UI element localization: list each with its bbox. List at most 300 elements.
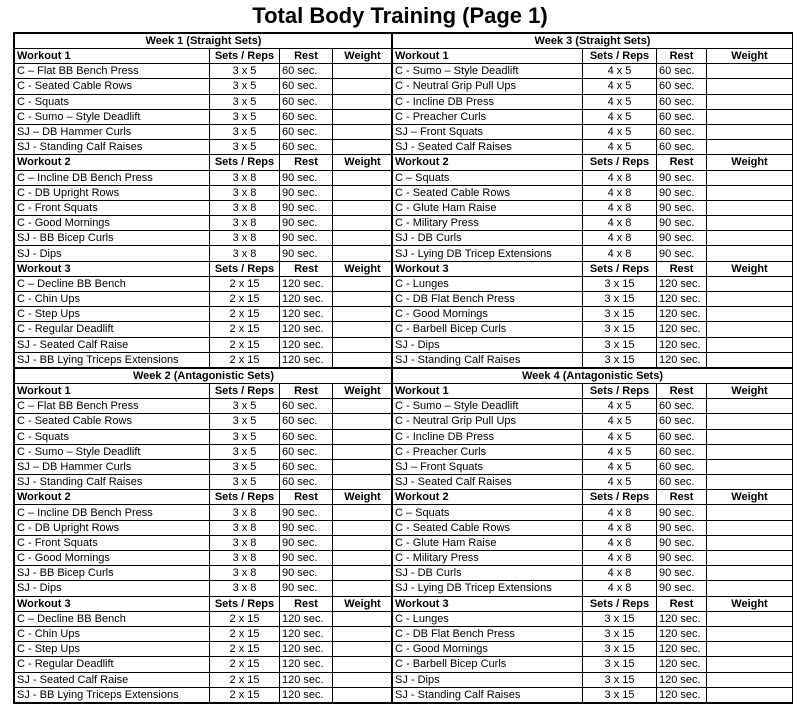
weight-cell [707,200,793,215]
rest-value: 120 sec. [280,672,333,687]
sets-reps-value: 4 x 5 [583,109,657,124]
weight-header: Weight [333,383,393,398]
exercise-name: SJ - Standing Calf Raises [393,352,583,367]
sets-reps-value: 2 x 15 [210,292,280,307]
sets-reps-value: 3 x 8 [210,535,280,550]
exercise-name: C - DB Upright Rows [15,185,210,200]
exercise-row [393,626,793,641]
weight-cell [707,642,793,657]
rest-value: 90 sec. [280,505,333,520]
exercise-name: C – Decline BB Bench [15,276,210,291]
workout-header-row [15,490,393,505]
exercise-row [15,475,393,490]
weight-cell [707,94,793,109]
week-table [14,368,393,703]
weight-header: Weight [333,49,393,64]
sets-reps-value: 4 x 5 [583,399,657,414]
sets-reps-header: Sets / Reps [210,261,280,276]
rest-value: 120 sec. [657,672,707,687]
weight-cell [333,292,393,307]
exercise-name: C - Military Press [393,216,583,231]
sets-reps-value: 3 x 5 [210,459,280,474]
sets-reps-header: Sets / Reps [583,155,657,170]
sets-reps-value: 3 x 15 [583,626,657,641]
workout-header-row [393,383,793,398]
weight-header: Weight [333,155,393,170]
workout-label: Workout 2 [393,155,583,170]
weight-cell [707,352,793,367]
weight-cell [707,185,793,200]
rest-value: 60 sec. [657,429,707,444]
exercise-name: C - Glute Ham Raise [393,200,583,215]
exercise-name: C - Good Mornings [393,307,583,322]
rest-value: 60 sec. [280,459,333,474]
exercise-name: SJ - Dips [393,337,583,352]
week-label: Week 1 (Straight Sets) [15,34,393,49]
exercise-name: SJ - Dips [393,672,583,687]
exercise-row [393,444,793,459]
weight-cell [707,231,793,246]
weight-header: Weight [333,490,393,505]
rest-value: 120 sec. [657,322,707,337]
week-table [392,368,793,703]
exercise-name: SJ - Standing Calf Raises [15,140,210,155]
exercise-name: C - Seated Cable Rows [15,79,210,94]
weight-header: Weight [707,155,793,170]
exercise-name: C - Squats [15,94,210,109]
rest-value: 120 sec. [280,292,333,307]
rest-value: 120 sec. [280,626,333,641]
weight-cell [707,307,793,322]
weight-cell [333,399,393,414]
weight-header: Weight [333,596,393,611]
exercise-row [393,429,793,444]
exercise-name: SJ - Standing Calf Raises [393,687,583,702]
exercise-row [15,566,393,581]
sets-reps-value: 3 x 8 [210,216,280,231]
exercise-name: SJ - Lying DB Tricep Extensions [393,246,583,261]
exercise-row [15,109,393,124]
weight-cell [333,444,393,459]
exercise-name: SJ - DB Curls [393,566,583,581]
weight-cell [707,551,793,566]
workout-header-row [15,383,393,398]
rest-value: 120 sec. [280,642,333,657]
weight-cell [333,672,393,687]
workout-header-row [393,261,793,276]
sets-reps-value: 3 x 8 [210,185,280,200]
weight-cell [707,414,793,429]
exercise-row [15,170,393,185]
rest-value: 90 sec. [280,185,333,200]
weight-header: Weight [707,596,793,611]
exercise-name: C - Good Mornings [15,216,210,231]
rest-value: 60 sec. [657,475,707,490]
exercise-row [15,429,393,444]
workout-header-row [393,49,793,64]
rest-value: 90 sec. [280,566,333,581]
sets-reps-value: 3 x 8 [210,246,280,261]
weight-cell [333,429,393,444]
exercise-row [15,642,393,657]
exercise-row [393,109,793,124]
exercise-row [15,444,393,459]
workout-label: Workout 2 [15,490,210,505]
exercise-name: C - Seated Cable Rows [393,185,583,200]
weight-cell [707,611,793,626]
rest-value: 90 sec. [280,170,333,185]
weight-cell [707,581,793,596]
exercise-name: C - DB Upright Rows [15,520,210,535]
sets-reps-value: 3 x 15 [583,322,657,337]
weight-cell [333,459,393,474]
week-table [14,33,393,368]
rest-value: 60 sec. [280,109,333,124]
workout-label: Workout 1 [15,383,210,398]
exercise-name: C – Squats [393,505,583,520]
week-header-row [15,34,393,49]
sets-reps-header: Sets / Reps [210,490,280,505]
weight-cell [707,505,793,520]
rest-value: 60 sec. [657,459,707,474]
weight-cell [333,109,393,124]
rest-value: 120 sec. [657,626,707,641]
weight-cell [333,611,393,626]
rest-value: 60 sec. [280,140,333,155]
exercise-row [15,611,393,626]
sets-reps-value: 3 x 8 [210,231,280,246]
exercise-name: C - Lunges [393,276,583,291]
rest-value: 60 sec. [280,414,333,429]
exercise-name: C - Seated Cable Rows [393,520,583,535]
exercise-name: C - Neutral Grip Pull Ups [393,414,583,429]
weight-cell [333,475,393,490]
rest-value: 120 sec. [657,642,707,657]
weight-header: Weight [707,261,793,276]
rest-value: 120 sec. [280,657,333,672]
weight-cell [333,414,393,429]
sets-reps-value: 2 x 15 [210,276,280,291]
exercise-name: C - DB Flat Bench Press [393,292,583,307]
exercise-row [15,505,393,520]
sets-reps-value: 3 x 5 [210,124,280,139]
sets-reps-value: 2 x 15 [210,687,280,702]
workout-header-row [393,596,793,611]
exercise-name: SJ - Seated Calf Raise [15,672,210,687]
weight-cell [333,352,393,367]
rest-header: Rest [280,155,333,170]
rest-value: 60 sec. [280,124,333,139]
exercise-name: C - Glute Ham Raise [393,535,583,550]
weight-cell [333,246,393,261]
exercise-name: SJ - Seated Calf Raise [15,337,210,352]
rest-value: 120 sec. [280,276,333,291]
workout-label: Workout 3 [15,261,210,276]
exercise-name: C – Decline BB Bench [15,611,210,626]
rest-value: 90 sec. [280,246,333,261]
rest-value: 90 sec. [280,520,333,535]
weight-cell [333,535,393,550]
exercise-row [393,657,793,672]
rest-value: 90 sec. [657,246,707,261]
rest-value: 90 sec. [657,170,707,185]
rest-header: Rest [657,155,707,170]
sets-reps-value: 4 x 5 [583,459,657,474]
sets-reps-value: 2 x 15 [210,611,280,626]
rest-value: 90 sec. [657,200,707,215]
sets-reps-value: 2 x 15 [210,337,280,352]
rest-value: 90 sec. [280,551,333,566]
exercise-row [15,399,393,414]
exercise-name: C - Step Ups [15,307,210,322]
rest-header: Rest [657,490,707,505]
sets-reps-value: 2 x 15 [210,657,280,672]
exercise-name: C - Front Squats [15,200,210,215]
weight-cell [707,626,793,641]
weight-cell [707,170,793,185]
sets-reps-value: 4 x 5 [583,94,657,109]
exercise-name: C - Barbell Bicep Curls [393,657,583,672]
weight-cell [707,444,793,459]
sets-reps-value: 3 x 5 [210,444,280,459]
weight-cell [707,566,793,581]
exercise-name: C - Chin Ups [15,626,210,641]
weight-cell [707,672,793,687]
exercise-name: C - Regular Deadlift [15,657,210,672]
workout-label: Workout 2 [15,155,210,170]
sets-reps-value: 3 x 5 [210,414,280,429]
sets-reps-header: Sets / Reps [583,49,657,64]
rest-value: 120 sec. [657,611,707,626]
weight-cell [707,276,793,291]
exercise-row [393,414,793,429]
exercise-name: C - Neutral Grip Pull Ups [393,79,583,94]
rest-value: 120 sec. [657,352,707,367]
sets-reps-value: 3 x 8 [210,551,280,566]
rest-value: 60 sec. [280,64,333,79]
sets-reps-value: 4 x 8 [583,505,657,520]
sets-reps-value: 3 x 5 [210,429,280,444]
weight-cell [333,566,393,581]
sets-reps-value: 3 x 15 [583,687,657,702]
weight-cell [707,109,793,124]
exercise-row [15,276,393,291]
sets-reps-value: 2 x 15 [210,352,280,367]
exercise-row [15,216,393,231]
workout-label: Workout 1 [393,383,583,398]
sets-reps-value: 3 x 15 [583,672,657,687]
rest-value: 60 sec. [657,414,707,429]
rest-header: Rest [280,49,333,64]
week-header-row [393,368,793,383]
workout-header-row [393,155,793,170]
sets-reps-value: 3 x 8 [210,566,280,581]
sets-reps-value: 4 x 5 [583,79,657,94]
exercise-name: C - Step Ups [15,642,210,657]
exercise-row [393,94,793,109]
rest-value: 120 sec. [657,687,707,702]
weight-cell [333,307,393,322]
sets-reps-value: 3 x 8 [210,200,280,215]
rest-value: 90 sec. [657,535,707,550]
left-column [14,33,392,703]
rest-value: 60 sec. [280,444,333,459]
workout-label: Workout 1 [393,49,583,64]
sets-reps-value: 4 x 8 [583,185,657,200]
rest-header: Rest [280,261,333,276]
exercise-row [393,124,793,139]
workout-header-row [15,155,393,170]
rest-value: 90 sec. [657,185,707,200]
workout-header-row [15,261,393,276]
week-header-row [393,34,793,49]
rest-value: 90 sec. [657,581,707,596]
exercise-row [15,307,393,322]
weight-cell [333,64,393,79]
workout-label: Workout 3 [393,261,583,276]
weight-cell [707,429,793,444]
exercise-name: SJ - BB Lying Triceps Extensions [15,687,210,702]
exercise-name: C – Flat BB Bench Press [15,399,210,414]
exercise-name: SJ - Seated Calf Raises [393,475,583,490]
sets-reps-value: 3 x 8 [210,505,280,520]
exercise-name: SJ - Seated Calf Raises [393,140,583,155]
weight-cell [707,459,793,474]
rest-value: 60 sec. [657,109,707,124]
sets-reps-value: 3 x 8 [210,520,280,535]
exercise-row [15,352,393,367]
exercise-row [393,140,793,155]
exercise-name: C - Sumo – Style Deadlift [15,444,210,459]
weight-cell [707,475,793,490]
exercise-row [15,657,393,672]
sets-reps-value: 3 x 15 [583,352,657,367]
weight-header: Weight [333,261,393,276]
sets-reps-value: 3 x 5 [210,140,280,155]
exercise-name: SJ - BB Bicep Curls [15,231,210,246]
exercise-row [15,292,393,307]
exercise-row [15,79,393,94]
weight-cell [707,64,793,79]
sets-reps-value: 3 x 8 [210,581,280,596]
rest-value: 90 sec. [657,216,707,231]
weight-cell [707,337,793,352]
sets-reps-value: 3 x 15 [583,337,657,352]
exercise-row [15,185,393,200]
exercise-name: C - Preacher Curls [393,444,583,459]
weight-cell [333,231,393,246]
exercise-row [393,672,793,687]
sets-reps-value: 3 x 8 [210,170,280,185]
exercise-name: SJ – Front Squats [393,124,583,139]
sets-reps-value: 4 x 5 [583,429,657,444]
exercise-row [15,337,393,352]
sets-reps-value: 3 x 15 [583,642,657,657]
sets-reps-header: Sets / Reps [583,261,657,276]
sets-reps-value: 2 x 15 [210,642,280,657]
weight-cell [707,216,793,231]
week-label: Week 4 (Antagonistic Sets) [393,368,793,383]
exercise-name: C - Sumo – Style Deadlift [15,109,210,124]
sets-reps-value: 2 x 15 [210,626,280,641]
exercise-row [393,307,793,322]
rest-value: 90 sec. [657,505,707,520]
weight-cell [707,292,793,307]
exercise-name: C - Sumo – Style Deadlift [393,64,583,79]
rest-value: 120 sec. [657,276,707,291]
weight-cell [333,170,393,185]
workout-label: Workout 3 [15,596,210,611]
exercise-row [15,94,393,109]
exercise-row [393,505,793,520]
exercise-row [15,414,393,429]
exercise-row [393,200,793,215]
exercise-name: C - Lunges [393,611,583,626]
sets-reps-value: 4 x 8 [583,581,657,596]
exercise-row [393,535,793,550]
exercise-row [393,64,793,79]
workout-label: Workout 2 [393,490,583,505]
exercise-row [15,322,393,337]
workout-label: Workout 1 [15,49,210,64]
weight-cell [333,520,393,535]
weight-cell [333,337,393,352]
rest-value: 90 sec. [657,566,707,581]
sets-reps-value: 3 x 5 [210,399,280,414]
exercise-name: C - Incline DB Press [393,94,583,109]
exercise-name: C - Regular Deadlift [15,322,210,337]
sets-reps-value: 3 x 15 [583,276,657,291]
rest-value: 60 sec. [657,140,707,155]
exercise-row [393,79,793,94]
exercise-name: C - Front Squats [15,535,210,550]
exercise-name: C – Flat BB Bench Press [15,64,210,79]
exercise-row [15,64,393,79]
rest-value: 120 sec. [280,307,333,322]
sets-reps-value: 4 x 5 [583,414,657,429]
exercise-name: C – Incline DB Bench Press [15,170,210,185]
weight-cell [333,626,393,641]
weight-cell [333,581,393,596]
page-title: Total Body Training (Page 1) [252,3,548,28]
sets-reps-header: Sets / Reps [210,155,280,170]
weight-cell [333,185,393,200]
rest-value: 120 sec. [280,687,333,702]
sets-reps-value: 4 x 8 [583,566,657,581]
sets-reps-header: Sets / Reps [583,596,657,611]
weight-cell [333,124,393,139]
exercise-row [393,276,793,291]
workout-label: Workout 3 [393,596,583,611]
exercise-name: C - Incline DB Press [393,429,583,444]
exercise-row [393,551,793,566]
exercise-row [393,459,793,474]
right-column [392,33,792,703]
sets-reps-value: 4 x 5 [583,475,657,490]
weight-cell [333,642,393,657]
rest-value: 90 sec. [280,216,333,231]
exercise-row [393,566,793,581]
exercise-name: SJ - Lying DB Tricep Extensions [393,581,583,596]
exercise-row [393,352,793,367]
exercise-row [393,231,793,246]
rest-header: Rest [657,383,707,398]
sets-reps-header: Sets / Reps [210,596,280,611]
exercise-name: C - Sumo – Style Deadlift [393,399,583,414]
weight-cell [707,246,793,261]
workout-header-row [15,596,393,611]
sets-reps-value: 4 x 8 [583,535,657,550]
